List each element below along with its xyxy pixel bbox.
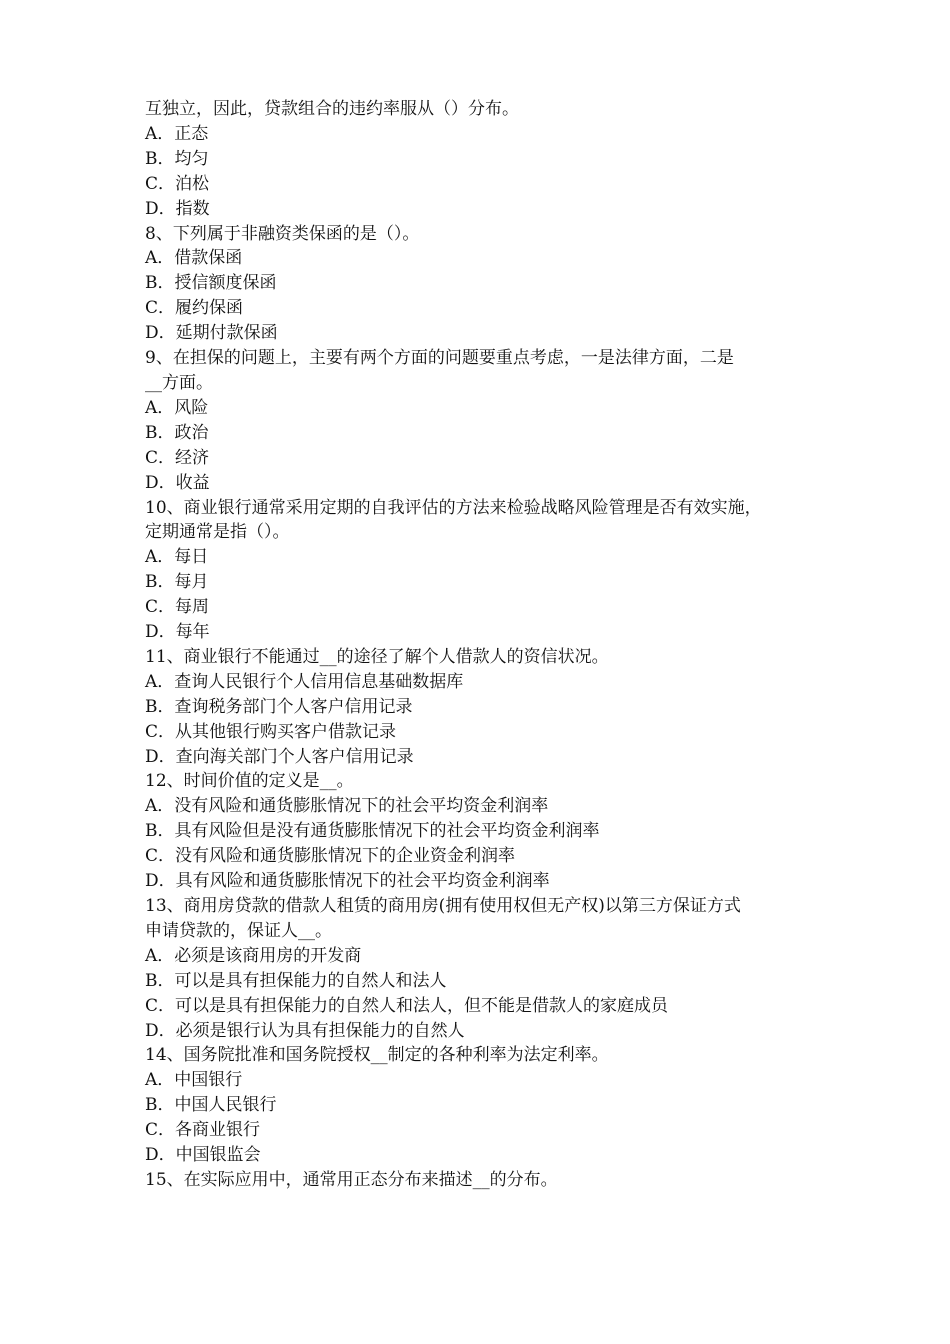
option-line: B．中国人民银行 <box>145 1095 277 1116</box>
question-line: 申请贷款的，保证人__。 <box>145 920 332 941</box>
option-line: D．每年 <box>145 622 210 643</box>
option-line: C．各商业银行 <box>145 1120 261 1141</box>
question-line: 8、下列属于非融资类保函的是（）。 <box>145 223 420 244</box>
option-line: B．均匀 <box>145 148 209 169</box>
option-line: B．授信额度保函 <box>145 273 277 294</box>
question-line: 12、时间价值的定义是__。 <box>145 771 354 792</box>
option-line: D．具有风险和通货膨胀情况下的社会平均资金利润率 <box>145 871 550 892</box>
option-line: D．延期付款保函 <box>145 323 278 344</box>
option-line: D．必须是银行认为具有担保能力的自然人 <box>145 1020 465 1041</box>
option-line: A．没有风险和通货膨胀情况下的社会平均资金利润率 <box>145 796 549 817</box>
option-line: B．具有风险但是没有通货膨胀情况下的社会平均资金利润率 <box>145 821 600 842</box>
option-line: B．政治 <box>145 422 209 443</box>
question-line: 11、商业银行不能通过__的途径了解个人借款人的资信状况。 <box>145 646 609 667</box>
option-line: C．可以是具有担保能力的自然人和法人，但不能是借款人的家庭成员 <box>145 995 669 1016</box>
question-line: 15、在实际应用中，通常用正态分布来描述__的分布。 <box>145 1169 558 1190</box>
question-line: 定期通常是指（）。 <box>145 522 290 543</box>
option-line: A．正态 <box>145 123 209 144</box>
option-line: D．查向海关部门个人客户信用记录 <box>145 746 414 767</box>
text-line: 互独立，因此，贷款组合的违约率服从（）分布。 <box>145 99 519 119</box>
document-page <box>145 97 825 1193</box>
option-line: D．收益 <box>145 472 210 493</box>
option-line: A．风险 <box>145 397 209 418</box>
option-line: C．没有风险和通货膨胀情况下的企业资金利润率 <box>145 846 516 867</box>
option-line: C．每周 <box>145 597 210 618</box>
option-line: A．必须是该商用房的开发商 <box>145 945 362 966</box>
option-line: B．可以是具有担保能力的自然人和法人 <box>145 970 447 991</box>
question-line: 13、商用房贷款的借款人租赁的商用房(拥有使用权但无产权)以第三方保证方式 <box>145 896 741 916</box>
question-line: __方面。 <box>145 372 213 393</box>
option-line: D．中国银监会 <box>145 1145 261 1166</box>
option-line: A．查询人民银行个人信用信息基础数据库 <box>145 671 464 692</box>
option-line: C．从其他银行购买客户借款记录 <box>145 721 397 742</box>
question-line: 14、国务院批准和国务院授权__制定的各种利率为法定利率。 <box>145 1045 609 1066</box>
option-line: B．查询税务部门个人客户信用记录 <box>145 696 413 717</box>
question-line: 9、在担保的问题上，主要有两个方面的问题要重点考虑，一是法律方面，二是 <box>145 348 734 369</box>
option-line: A．每日 <box>145 547 209 568</box>
option-line: C．泊松 <box>145 173 210 194</box>
option-line: A．中国银行 <box>145 1070 243 1091</box>
option-line: D．指数 <box>145 198 210 219</box>
option-line: A．借款保函 <box>145 248 243 269</box>
option-line: B．每月 <box>145 572 209 593</box>
option-line: C．经济 <box>145 447 210 468</box>
question-line: 10、商业银行通常采用定期的自我评估的方法来检验战略风险管理是否有效实施， <box>145 497 762 518</box>
option-line: C．履约保函 <box>145 298 244 319</box>
